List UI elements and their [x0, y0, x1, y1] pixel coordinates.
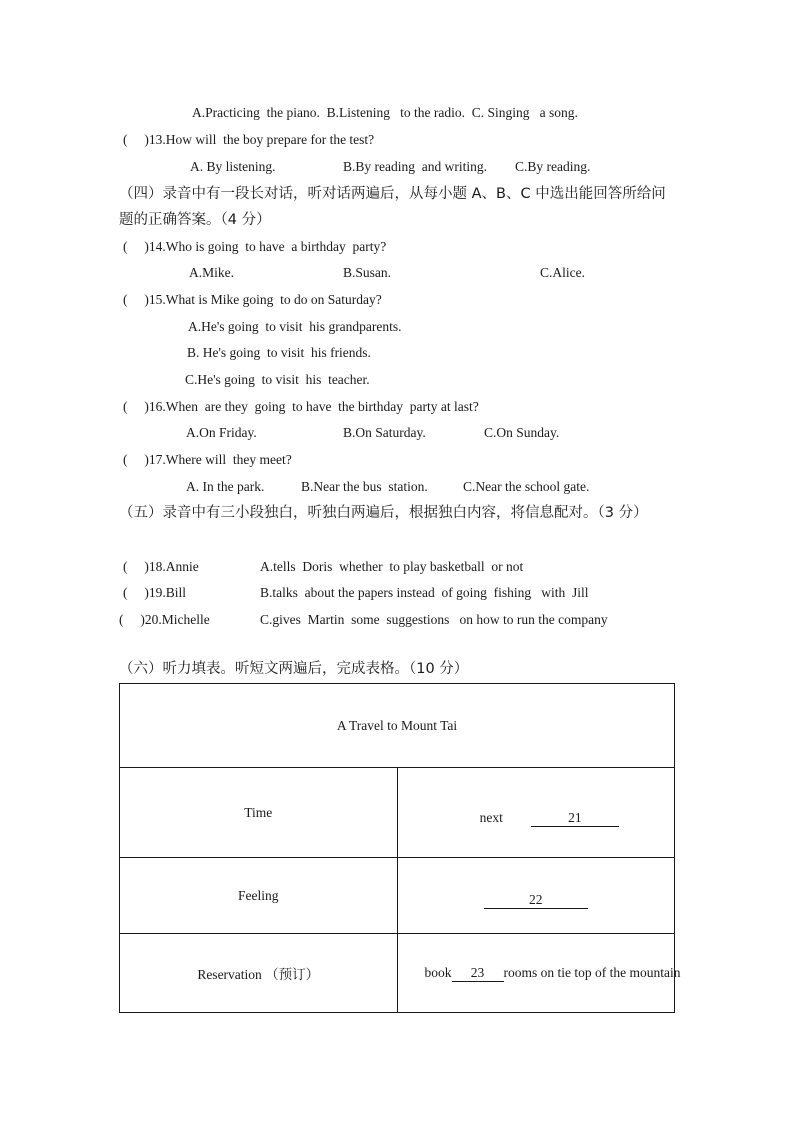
matching-c-text: C.gives Martin some suggestions on how to run the company — [260, 612, 608, 627]
q12-options: A.Practicing the piano. B.Listening to the radio. C. Singing a song. — [192, 105, 578, 120]
q13-option-b: B.By reading and writing. — [343, 159, 487, 174]
section-4-instruction: （四）录音中有一段长对话，听对话两遍后，从每小题 A、B、C 中选出能回答所给问题的正确答案。（4 分） — [119, 186, 666, 228]
q17-option-a: A. In the park. — [186, 479, 265, 494]
q17-option-c: C.Near the school gate. — [463, 479, 590, 494]
blank-21[interactable]: 21 — [531, 810, 619, 827]
q13-option-a: A. By listening. — [190, 159, 276, 174]
book-prefix: book — [424, 964, 452, 980]
matching-20-num: ( )20.Michelle — [119, 612, 210, 627]
q14-option-b: B.Susan. — [343, 265, 392, 280]
reservation-label: Reservation （预订） — [120, 934, 398, 1013]
q16-option-a: A.On Friday. — [186, 425, 257, 440]
q13-option-c: C.By reading. — [515, 159, 591, 174]
section-5-instruction: （五）录音中有三小段独白，听独白两遍后，根据独白内容，将信息配对。（3 分） — [119, 505, 648, 521]
q14-option-c: C.Alice. — [540, 265, 585, 280]
q15-option-a: A.He's going to visit his grandparents. — [188, 319, 402, 334]
matching-19-num: ( )19.Bill — [123, 585, 186, 600]
matching-b-text: B.talks about the papers instead of going fishing with Jill — [260, 585, 589, 600]
time-label: Time — [120, 768, 398, 858]
section-6-instruction: （六）听力填表。听短文两遍后，完成表格。（10 分） — [119, 661, 469, 677]
time-prefix: next — [479, 810, 503, 825]
reservation-cell — [397, 934, 681, 1013]
q17-question: ( )17.Where will they meet? — [123, 452, 292, 467]
table-title: A Travel to Mount Tai — [120, 684, 675, 768]
q14-option-a: A.Mike. — [189, 265, 234, 280]
q16-option-c: C.On Sunday. — [484, 425, 560, 440]
blank-22[interactable]: 22 — [484, 892, 588, 909]
q13-question: ( )13.How will the boy prepare for the test? — [123, 132, 375, 147]
time-cell — [397, 768, 675, 858]
feeling-cell — [397, 858, 675, 934]
q16-option-b: B.On Saturday. — [343, 425, 426, 440]
matching-a-text: A.tells Doris whether to play basketball or not — [260, 559, 524, 574]
q14-question: ( )14.Who is going to have a birthday party? — [123, 239, 387, 254]
fill-in-table — [119, 683, 681, 1013]
q17-option-b: B.Near the bus station. — [301, 479, 428, 494]
book-suffix: rooms on tie top of the mountain — [503, 964, 681, 980]
feeling-label: Feeling — [120, 858, 398, 934]
q15-option-b: B. He's going to visit his friends. — [187, 345, 371, 360]
q15-question: ( )15.What is Mike going to do on Saturday? — [123, 292, 382, 307]
blank-23[interactable]: 23 — [452, 965, 504, 982]
matching-18-num: ( )18.Annie — [123, 559, 199, 574]
q15-option-c: C.He's going to visit his teacher. — [185, 372, 370, 387]
q16-question: ( )16.When are they going to have the birthday party at last? — [123, 399, 479, 414]
